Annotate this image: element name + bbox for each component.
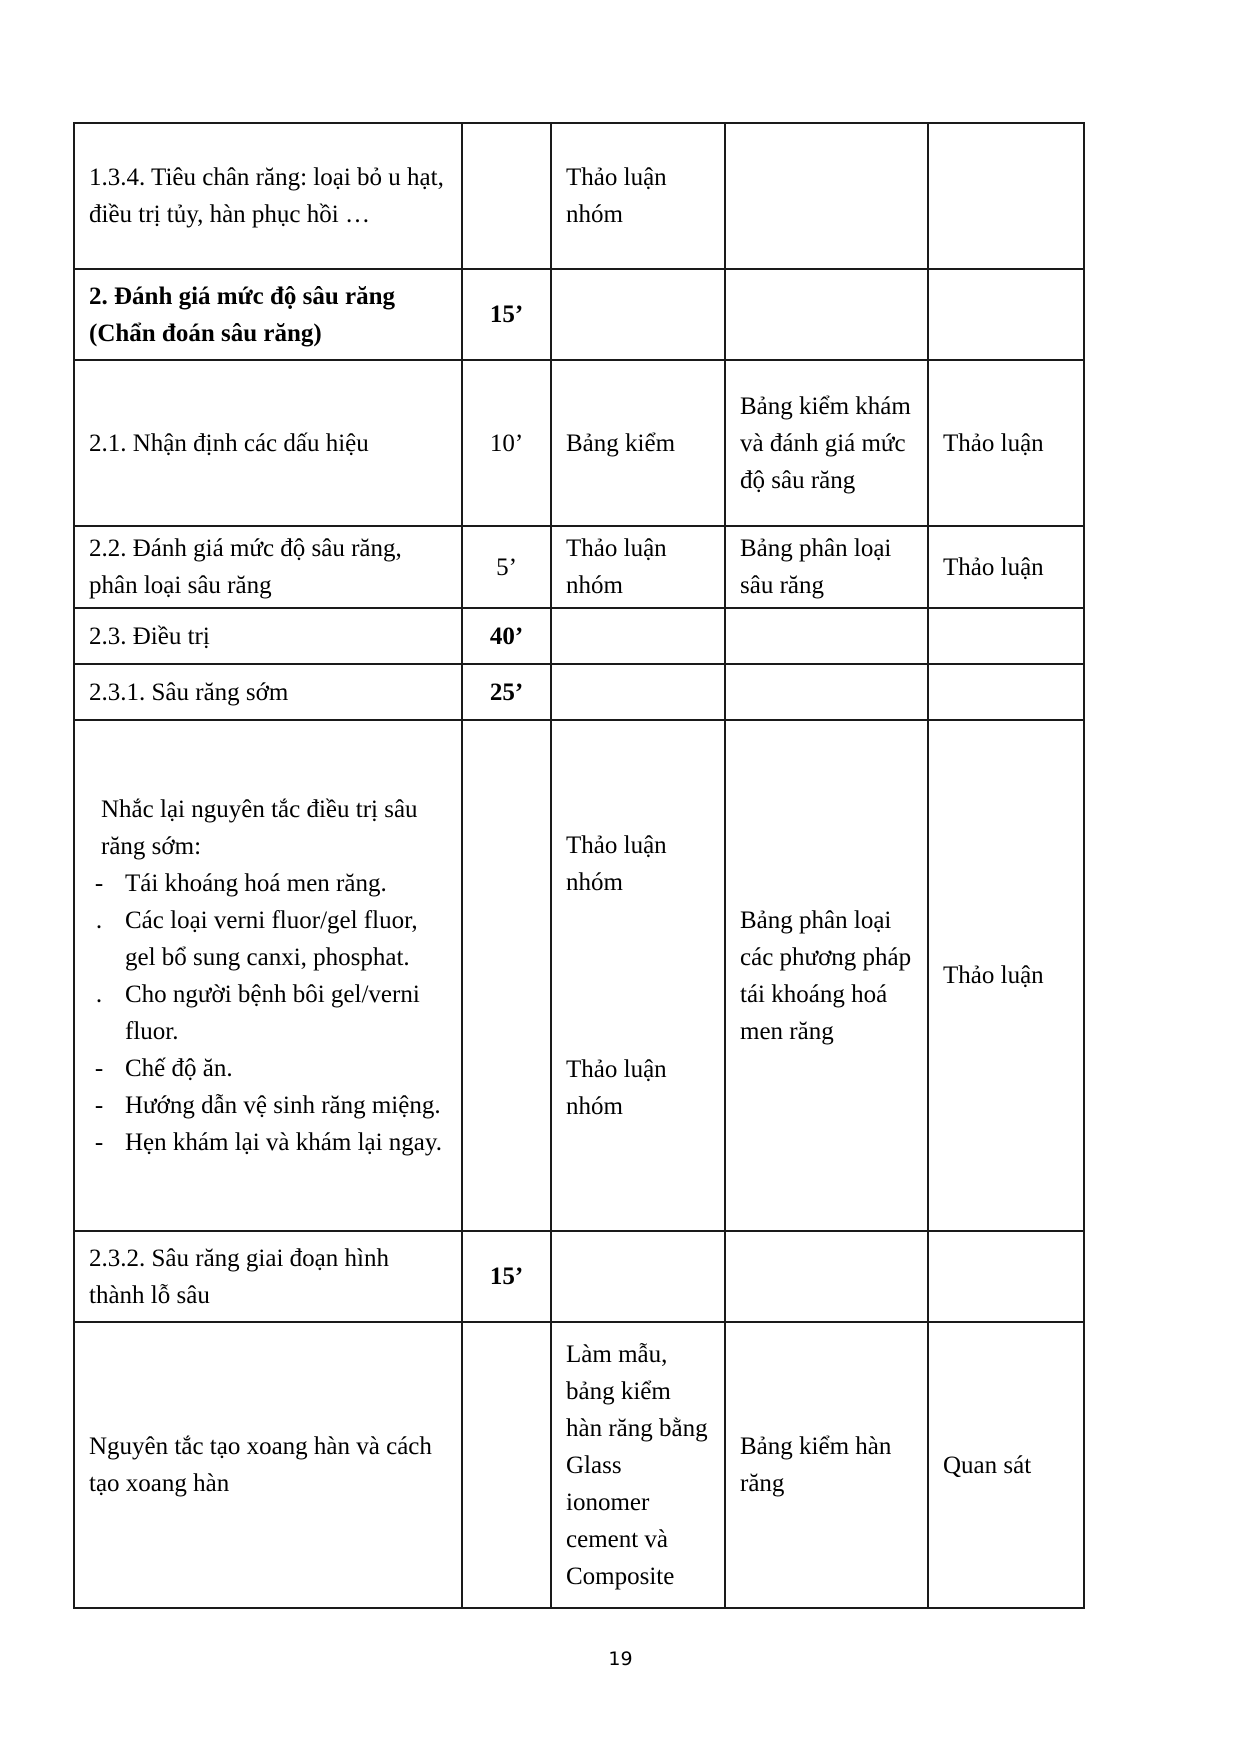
list-item — [89, 902, 447, 976]
content-cell: 2.2. Đánh giá mức độ sâu răng, phân loại sâu răng — [74, 526, 462, 608]
content-cell: 2.1. Nhận định các dấu hiệu — [74, 360, 462, 526]
table-row — [74, 123, 1084, 269]
method-text-2: Thảo luận nhóm — [566, 1055, 667, 1120]
list-marker: . — [95, 906, 103, 934]
material-cell — [725, 608, 928, 664]
list-item-text: Cho người bệnh bôi gel/verni fluor. — [125, 980, 420, 1045]
material-cell — [725, 1231, 928, 1322]
list-item — [89, 1124, 447, 1161]
spacer — [566, 901, 710, 1051]
time-cell: 25’ — [462, 664, 551, 720]
time-cell: 15’ — [462, 1231, 551, 1322]
evaluation-cell — [928, 123, 1084, 269]
method-cell — [551, 608, 725, 664]
method-cell: Thảo luận nhóm — [551, 526, 725, 608]
list-marker: - — [94, 1091, 104, 1119]
list-item-text: Các loại verni fluor/gel fluor, gel bổ sung canxi, phosphat. — [125, 906, 418, 971]
evaluation-cell — [928, 1231, 1084, 1322]
content-intro: Nhắc lại nguyên tắc điều trị sâu răng sớm: — [101, 795, 418, 860]
method-cell — [551, 1231, 725, 1322]
list-marker: - — [94, 869, 104, 897]
material-cell: Bảng kiểm khám và đánh giá mức độ sâu răng — [725, 360, 928, 526]
table-row — [74, 1231, 1084, 1322]
method-cell: Làm mẫu, bảng kiểm hàn răng bằng Glass ionomer cement và Composite — [551, 1322, 725, 1608]
evaluation-cell — [928, 269, 1084, 360]
method-cell — [551, 664, 725, 720]
method-cell: Bảng kiểm — [551, 360, 725, 526]
table-row — [74, 526, 1084, 608]
method-cell: Thảo luận nhóm — [551, 123, 725, 269]
material-cell: Bảng phân loại sâu răng — [725, 526, 928, 608]
time-cell: 5’ — [462, 526, 551, 608]
evaluation-cell: Quan sát — [928, 1322, 1084, 1608]
evaluation-cell: Thảo luận — [928, 720, 1084, 1231]
time-cell: 10’ — [462, 360, 551, 526]
page-number: 19 — [608, 1648, 633, 1670]
list-item — [89, 976, 447, 1050]
lesson-plan-table — [73, 122, 1085, 1609]
list-marker: . — [95, 980, 103, 1008]
table-row — [74, 720, 1084, 1231]
content-cell: 1.3.4. Tiêu chân răng: loại bỏ u hạt, điều trị tủy, hàn phục hồi … — [74, 123, 462, 269]
method-cell — [551, 269, 725, 360]
table-row — [74, 360, 1084, 526]
list-item-text: Chế độ ăn. — [125, 1054, 233, 1082]
time-cell — [462, 720, 551, 1231]
table-row — [74, 608, 1084, 664]
table-row — [74, 664, 1084, 720]
list-item — [89, 1050, 447, 1087]
evaluation-cell — [928, 664, 1084, 720]
content-list — [89, 865, 447, 1161]
material-cell — [725, 664, 928, 720]
list-item — [89, 865, 447, 902]
material-cell — [725, 269, 928, 360]
method-text-1: Thảo luận nhóm — [566, 831, 667, 896]
material-cell: Bảng kiểm hàn răng — [725, 1322, 928, 1608]
list-marker: - — [94, 1054, 104, 1082]
content-cell: 2. Đánh giá mức độ sâu răng (Chẩn đoán sâu răng) — [74, 269, 462, 360]
content-cell — [74, 720, 462, 1231]
method-cell — [551, 720, 725, 1231]
content-cell: 2.3. Điều trị — [74, 608, 462, 664]
table-row — [74, 1322, 1084, 1608]
evaluation-cell: Thảo luận — [928, 360, 1084, 526]
evaluation-cell — [928, 608, 1084, 664]
list-item-text: Hướng dẫn vệ sinh răng miệng. — [125, 1091, 441, 1119]
time-cell — [462, 1322, 551, 1608]
time-cell — [462, 123, 551, 269]
material-cell: Bảng phân loại các phương pháp tái khoáng hoá men răng — [725, 720, 928, 1231]
material-cell — [725, 123, 928, 269]
time-cell: 15’ — [462, 269, 551, 360]
content-cell: 2.3.1. Sâu răng sớm — [74, 664, 462, 720]
list-item-text: Hẹn khám lại và khám lại ngay. — [125, 1128, 443, 1156]
time-cell: 40’ — [462, 608, 551, 664]
list-item-text: Tái khoáng hoá men răng. — [125, 869, 387, 897]
content-cell: Nguyên tắc tạo xoang hàn và cách tạo xoang hàn — [74, 1322, 462, 1608]
list-item — [89, 1087, 447, 1124]
list-marker: - — [94, 1128, 104, 1156]
content-cell: 2.3.2. Sâu răng giai đoạn hình thành lỗ sâu — [74, 1231, 462, 1322]
table-row — [74, 269, 1084, 360]
evaluation-cell: Thảo luận — [928, 526, 1084, 608]
